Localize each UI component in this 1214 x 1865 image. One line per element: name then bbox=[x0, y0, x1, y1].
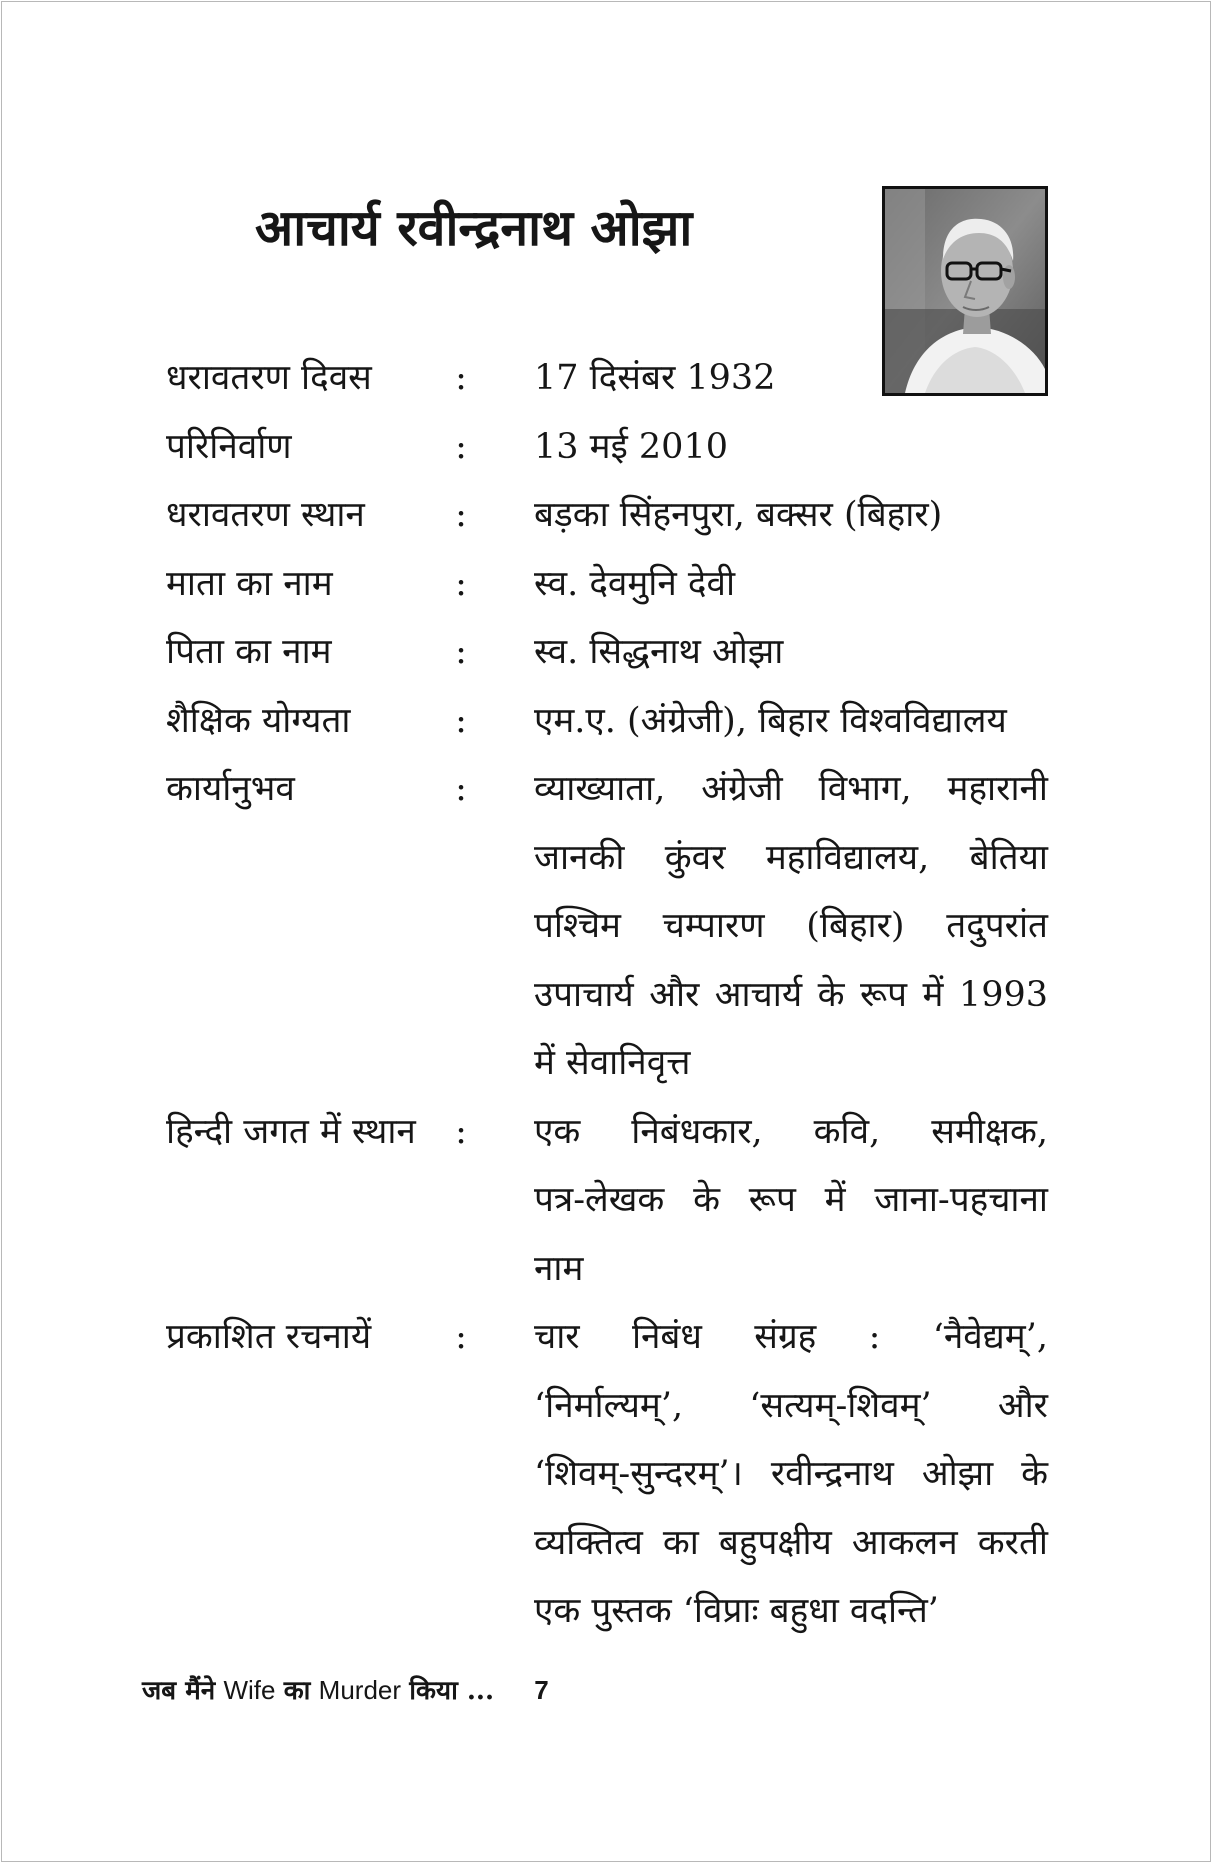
detail-value-line: एम.ए. (अंग्रेजी), बिहार विश्वविद्यालय bbox=[534, 700, 1007, 741]
detail-value-line: ‘निर्माल्यम्’, ‘सत्यम्-शिवम्’ और bbox=[534, 1385, 1048, 1426]
footer-text-4: Murder bbox=[318, 1675, 402, 1705]
detail-row bbox=[166, 1303, 1048, 1646]
detail-value-line: स्व. देवमुनि देवी bbox=[534, 563, 736, 604]
footer-text-3: का bbox=[283, 1676, 311, 1706]
detail-label: कार्यानुभव bbox=[166, 769, 295, 809]
detail-row bbox=[166, 481, 1048, 550]
detail-value-line: स्व. सिद्धनाथ ओझा bbox=[534, 632, 784, 672]
detail-value-line: 17 दिसंबर 1932 bbox=[534, 358, 776, 398]
detail-label: पिता का नाम bbox=[166, 632, 332, 672]
detail-colon: : bbox=[455, 769, 467, 809]
detail-row bbox=[166, 1098, 1048, 1304]
detail-colon: : bbox=[455, 495, 467, 535]
detail-colon: : bbox=[455, 358, 467, 398]
detail-row bbox=[166, 755, 1048, 1098]
biography-details bbox=[166, 344, 1048, 1646]
detail-value-line: ‘शिवम्-सुन्दरम्’। रवीन्द्रनाथ ओझा के bbox=[534, 1454, 1048, 1494]
detail-value-line: चार निबंध संग्रह : ‘नैवेद्यम्’, bbox=[534, 1317, 1048, 1357]
detail-value bbox=[534, 1098, 1048, 1304]
detail-label: धरावतरण स्थान bbox=[166, 495, 365, 535]
footer-text-5: किया ... bbox=[409, 1676, 495, 1706]
detail-value bbox=[534, 1303, 1048, 1646]
detail-label: हिन्दी जगत में स्थान bbox=[166, 1111, 416, 1152]
detail-value bbox=[534, 344, 1048, 413]
detail-label: परिनिर्वाण bbox=[166, 426, 292, 467]
detail-value-line: पत्र-लेखक के रूप में जाना-पहचाना bbox=[534, 1180, 1048, 1220]
detail-value-line: व्यक्तित्व का बहुपक्षीय आकलन करती bbox=[534, 1522, 1048, 1563]
detail-value bbox=[534, 481, 1048, 550]
detail-value bbox=[534, 687, 1048, 756]
page-title: आचार्य रवीन्द्रनाथ ओझा bbox=[255, 198, 693, 257]
detail-row bbox=[166, 687, 1048, 756]
detail-label: माता का नाम bbox=[166, 563, 333, 604]
detail-value-line: एक निबंधकार, कवि, समीक्षक, bbox=[534, 1111, 1048, 1152]
detail-value-line: उपाचार्य और आचार्य के रूप में 1993 bbox=[534, 974, 1048, 1015]
detail-value-line: एक पुस्तक ‘विप्राः बहुधा वदन्ति’ bbox=[534, 1591, 939, 1631]
detail-colon: : bbox=[455, 1317, 467, 1357]
detail-value-line: में सेवानिवृत्त bbox=[534, 1043, 691, 1083]
page-number: 7 bbox=[534, 1675, 549, 1705]
detail-row bbox=[166, 413, 1048, 482]
detail-row bbox=[166, 344, 1048, 413]
detail-colon: : bbox=[455, 632, 467, 672]
detail-value bbox=[534, 550, 1048, 619]
detail-label: प्रकाशित रचनायें bbox=[166, 1317, 372, 1357]
detail-row bbox=[166, 550, 1048, 619]
detail-value bbox=[534, 755, 1048, 1098]
detail-value bbox=[534, 413, 1048, 482]
detail-label: शैक्षिक योग्यता bbox=[166, 700, 351, 741]
detail-value-line: नाम bbox=[534, 1248, 584, 1289]
detail-value-line: 13 मई 2010 bbox=[534, 426, 728, 467]
detail-row bbox=[166, 618, 1048, 687]
detail-colon: : bbox=[455, 426, 467, 467]
detail-label: धरावतरण दिवस bbox=[166, 358, 372, 398]
detail-colon: : bbox=[455, 563, 467, 604]
detail-colon: : bbox=[455, 700, 467, 741]
detail-value bbox=[534, 618, 1048, 687]
detail-value-line: पश्चिम चम्पारण (बिहार) तदुपरांत bbox=[534, 906, 1048, 946]
running-footer bbox=[142, 1670, 549, 1711]
detail-colon: : bbox=[455, 1111, 467, 1152]
detail-value-line: जानकी कुंवर महाविद्यालय, बेतिया bbox=[534, 837, 1048, 878]
footer-text-2: Wife bbox=[223, 1675, 276, 1705]
detail-value-line: बड़का सिंहनपुरा, बक्सर (बिहार) bbox=[534, 495, 943, 535]
detail-value-line: व्याख्याता, अंग्रेजी विभाग, महारानी bbox=[534, 769, 1048, 809]
footer-text-1: जब मैंने bbox=[142, 1676, 216, 1706]
